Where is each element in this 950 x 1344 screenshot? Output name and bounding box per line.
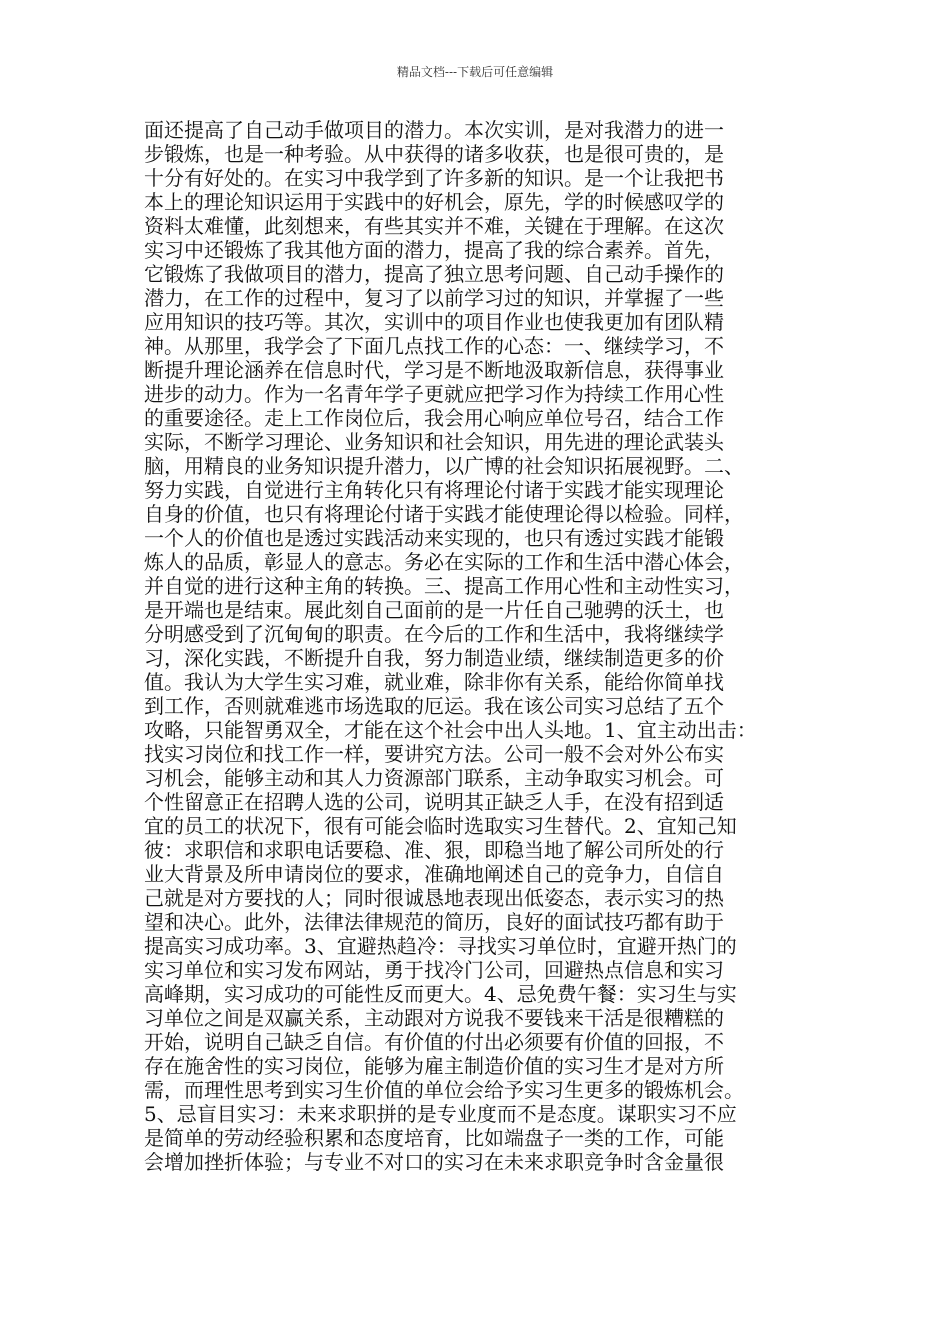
page-header: 精品文档---下载后可任意编辑	[396, 65, 554, 79]
text-line: 彼：求职信和求职电话要稳、准、狠，即稳当地了解公司所处的行	[144, 838, 724, 862]
text-line: 需，而理性思考到实习生价值的单位会给予实习生更多的锻炼机会。	[144, 1078, 744, 1102]
text-line: 应用知识的技巧等。其次，实训中的项目作业也使我更加有团队精	[144, 310, 724, 334]
text-line: 十分有好处的。在实习中我学到了许多新的知识。是一个让我把书	[144, 166, 724, 190]
text-line: 面还提高了自己动手做项目的潜力。本次实训，是对我潜力的进一	[144, 118, 724, 142]
text-line: 资料太难懂，此刻想来，有些其实并不难，关键在于理解。在这次	[144, 214, 724, 238]
text-line: 习单位之间是双赢关系，主动跟对方说我不要钱来干活是很糟糕的	[144, 1006, 724, 1030]
text-line: 一个人的价值也是透过实践活动来实现的，也只有透过实践才能锻	[144, 526, 724, 550]
text-line: 值。我认为大学生实习难，就业难，除非你有关系，能给你简单找	[144, 670, 724, 694]
text-line: 业大背景及所申请岗位的要求，准确地阐述自己的竞争力，自信自	[144, 862, 724, 886]
text-line: 实习单位和实习发布网站，勇于找冷门公司，回避热点信息和实习	[144, 958, 724, 982]
text-line: 到工作，否则就难逃市场选取的厄运。我在该公司实习总结了五个	[144, 694, 724, 718]
text-line: 断提升理论涵养在信息时代，学习是不断地汲取新信息，获得事业	[144, 358, 724, 382]
text-line: 是简单的劳动经验积累和态度培育，比如端盘子一类的工作，可能	[144, 1126, 724, 1150]
text-line: 自身的价值，也只有将理论付诸于实践才能使理论得以检验。同样，	[144, 502, 744, 526]
text-line: 步锻炼，也是一种考验。从中获得的诸多收获，也是很可贵的，是	[144, 142, 724, 166]
text-line: 存在施舍性的实习岗位，能够为雇主制造价值的实习生才是对方所	[144, 1054, 724, 1078]
text-line: 进步的动力。作为一名青年学子更就应把学习作为持续工作用心性	[144, 382, 724, 406]
text-line: 是开端也是结束。展此刻自己面前的是一片任自己驰骋的沃土，也	[144, 598, 724, 622]
text-line: 实际，不断学习理论、业务知识和社会知识，用先进的理论武装头	[144, 430, 724, 454]
text-line: 高峰期，实习成功的可能性反而更大。4、忌免费午餐：实习生与实	[144, 982, 737, 1006]
text-line: 5、忌盲目实习：未来求职拼的是专业度而不是态度。谋职实习不应	[144, 1102, 737, 1126]
text-line: 宜的员工的状况下，很有可能会临时选取实习生替代。2、宜知己知	[144, 814, 737, 838]
text-line: 脑，用精良的业务知识提升潜力，以广博的社会知识拓展视野。二、	[144, 454, 744, 478]
text-line: 会增加挫折体验；与专业不对口的实习在未来求职竞争时含金量很	[144, 1150, 724, 1174]
text-line: 炼人的品质，彰显人的意志。务必在实际的工作和生活中潜心体会，	[144, 550, 744, 574]
text-line: 分明感受到了沉甸甸的职责。在今后的工作和生活中，我将继续学	[144, 622, 724, 646]
text-line: 己就是对方要找的人；同时很诚恳地表现出低姿态，表示实习的热	[144, 886, 724, 910]
text-line: 本上的理论知识运用于实践中的好机会，原先，学的时候感叹学的	[144, 190, 724, 214]
text-line: 攻略，只能智勇双全，才能在这个社会中出人头地。1、宜主动出击：	[144, 718, 757, 742]
text-line: 提高实习成功率。3、宜避热趋冷：寻找实习单位时，宜避开热门的	[144, 934, 737, 958]
text-line: 并自觉的进行这种主角的转换。三、提高工作用心性和主动性实习，	[144, 574, 744, 598]
document-body	[144, 118, 824, 1174]
text-line: 习，深化实践，不断提升自我，努力制造业绩，继续制造更多的价	[144, 646, 724, 670]
text-line: 实习中还锻炼了我其他方面的潜力，提高了我的综合素养。首先，	[144, 238, 724, 262]
text-line: 个性留意正在招聘人选的公司，说明其正缺乏人手，在没有招到适	[144, 790, 724, 814]
text-line: 神。从那里，我学会了下面几点找工作的心态：一、继续学习，不	[144, 334, 724, 358]
text-line: 望和决心。此外，法律法律规范的简历，良好的面试技巧都有助于	[144, 910, 724, 934]
text-line: 习机会，能够主动和其人力资源部门联系，主动争取实习机会。可	[144, 766, 724, 790]
text-line: 开始，说明自己缺乏自信。有价值的付出必须要有价值的回报，不	[144, 1030, 724, 1054]
text-line: 的重要途径。走上工作岗位后，我会用心响应单位号召，结合工作	[144, 406, 724, 430]
text-line: 它锻炼了我做项目的潜力，提高了独立思考问题、自己动手操作的	[144, 262, 724, 286]
text-line: 找实习岗位和找工作一样，要讲究方法。公司一般不会对外公布实	[144, 742, 724, 766]
text-line: 潜力，在工作的过程中，复习了以前学习过的知识，并掌握了一些	[144, 286, 724, 310]
text-line: 努力实践，自觉进行主角转化只有将理论付诸于实践才能实现理论	[144, 478, 724, 502]
